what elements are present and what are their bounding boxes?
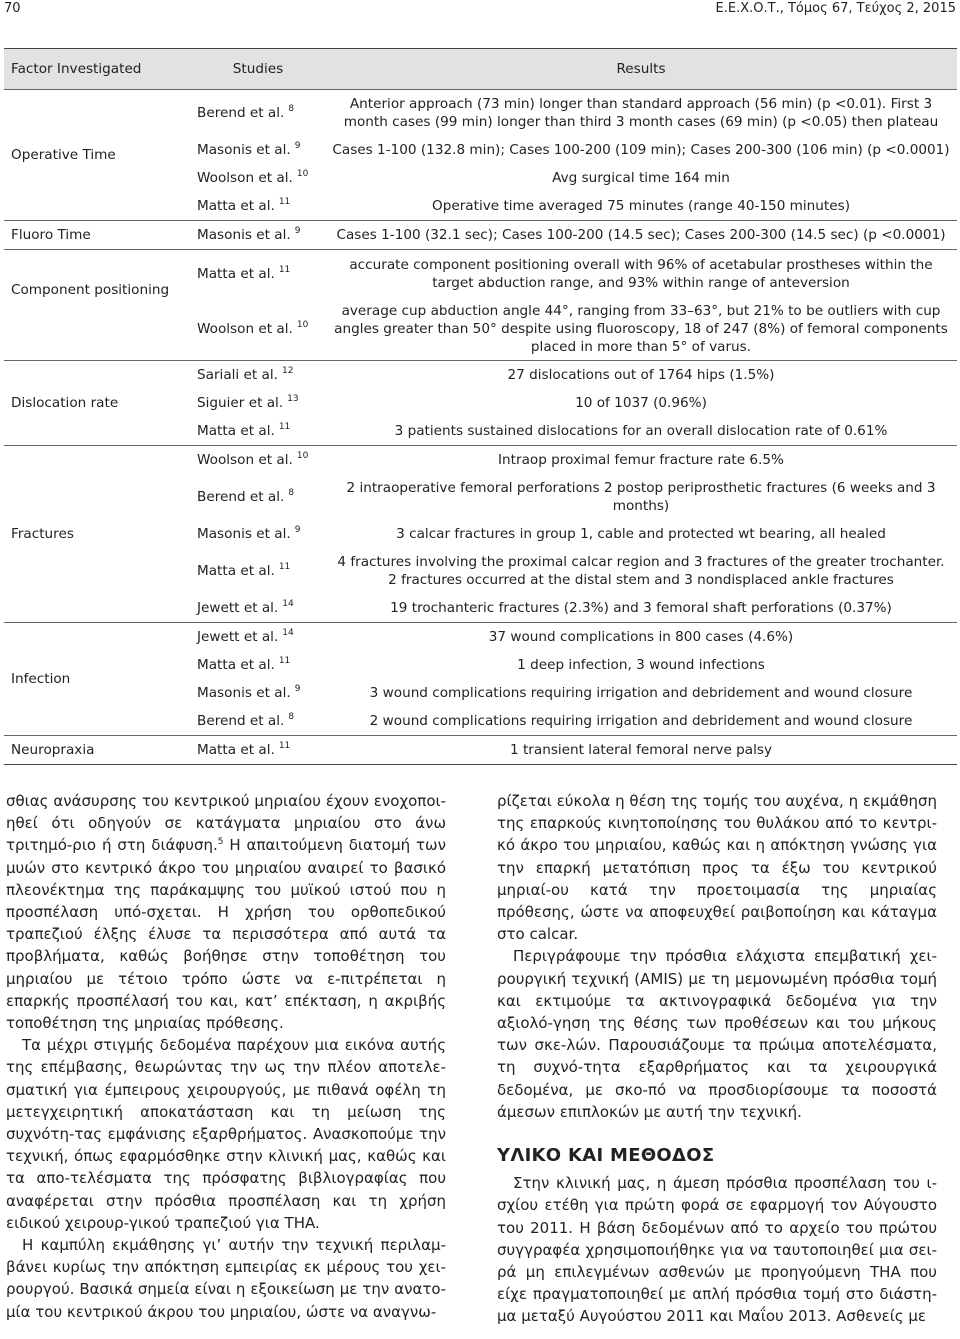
paragraph: ρίζεται εύκολα η θέση της τομής του αυχένα, η εκμάθηση της επαρκούς κινητοποίησης του θυλάκου από το κεντρι-κό άκρο του μηριαίου, καθώς και η απόκτηση γνώσης για την επαρκή μετατόπιση προς τα έξω του κεντρικού μηριαί-ου κατά την προετοιμασία της μηριαίας πρόθεσης, ώστε να αποφευχθεί ραιβοποίηση και κάταγμα στο calcar. bbox=[497, 792, 937, 944]
citation-ref: 5 bbox=[217, 837, 224, 848]
study-cell: Jewett et al. $^{14}$ bbox=[197, 599, 294, 616]
result-cell: Cases 1-100 (32.1 sec); Cases 100-200 (14.5 sec); Cases 200-300 (14.5 sec) (p <0.0001) bbox=[325, 221, 957, 250]
result-cell: 1 deep infection, 3 wound infections bbox=[517, 657, 765, 673]
factor-cell: Infection bbox=[4, 623, 191, 736]
table-row bbox=[4, 90, 957, 137]
study-cell: Masonis et al. $^9$ bbox=[197, 141, 301, 158]
result-cell: 3 calcar fractures in group 1, cable and protected wt bearing, all healed bbox=[396, 526, 886, 542]
factor-cell: Fractures bbox=[4, 446, 191, 623]
factor-cell: Neuropraxia bbox=[4, 736, 191, 765]
study-cell: Jewett et al. $^{14}$ bbox=[191, 623, 325, 652]
study-cell: Matta et al. $^{11}$ bbox=[197, 562, 291, 579]
column-header-results: Results bbox=[325, 49, 957, 90]
page-number: 70 bbox=[4, 1, 21, 16]
table-row bbox=[4, 736, 957, 765]
factor-cell: Dislocation rate bbox=[4, 361, 191, 446]
factor-cell: Operative Time bbox=[11, 147, 116, 163]
result-cell: 27 dislocations out of 1764 hips (1.5%) bbox=[325, 361, 957, 390]
factor-cell: Component positioning bbox=[4, 250, 191, 361]
result-cell: 2 wound complications requiring irrigation and debridement and wound closure bbox=[369, 713, 913, 729]
paragraph: Η καμπύλη εκμάθησης γι’ αυτήν την τεχνική περιλαμ-βάνει κυρίως την απόκτηση εμπειρίας εκ μέρους του χει-ρουργού. Βασικά σημεία είναι η εξοικείωση με την ανατο-μία του κεντρικού άκρου του μηριαίου, ώστε να αναγνω- bbox=[6, 1236, 446, 1321]
result-cell: Avg surgical time 164 min bbox=[552, 170, 730, 186]
study-cell: Berend et al. $^8$ bbox=[197, 712, 295, 729]
table-header-row bbox=[4, 49, 957, 90]
results-table bbox=[4, 48, 957, 765]
study-cell: Masonis et al. $^9$ bbox=[197, 684, 301, 701]
section-heading: ΥΛΙΚΟ ΚΑΙ ΜΕΘΟΔΟΣ bbox=[497, 1145, 715, 1167]
table-row bbox=[4, 361, 957, 390]
result-cell: Intraop proximal femur fracture rate 6.5% bbox=[325, 446, 957, 475]
study-cell: Berend et al. $^8$ bbox=[197, 104, 295, 121]
study-cell: Masonis et al. $^9$ bbox=[191, 221, 325, 250]
study-cell: Masonis et al. $^9$ bbox=[197, 525, 301, 542]
result-cell: 3 wound complications requiring irrigation and debridement and wound closure bbox=[369, 685, 913, 701]
result-cell: 2 intraoperative femoral perforations 2 postop periprosthetic fractures (6 weeks and 3 months) bbox=[346, 480, 936, 514]
study-cell: Matta et al. $^{11}$ bbox=[197, 656, 291, 673]
table-row bbox=[4, 623, 957, 652]
result-cell: 1 transient lateral femoral nerve palsy bbox=[325, 736, 957, 765]
column-header-studies: Studies bbox=[191, 49, 325, 90]
result-cell: Anterior approach (73 min) longer than standard approach (56 min) (p <0.01). First 3 month cases (99 min) longer than third 3 month cases (69 min) (p <0.05) then plateau bbox=[343, 96, 939, 130]
study-cell: Woolson et al. $^{10}$ bbox=[191, 446, 325, 475]
right-column bbox=[497, 790, 937, 1328]
result-cell: 10 of 1037 (0.96%) bbox=[575, 395, 707, 411]
study-cell: Matta et al. $^{11}$ bbox=[197, 197, 291, 214]
factor-cell: Fluoro Time bbox=[4, 221, 191, 250]
paragraph: Στην κλινική μας, η άμεση πρόσθια προσπέλαση του ι-σχίου ετέθη για πρώτη φορά σε εφαρμογή τον Αύγουστο του 2011. Η βάση δεδομένων από το αρχείο του πρώτου συγγραφέα χρησιμοποιήθηκε για να ταυτοποιηθεί μια σει-ρά μη επιλεγμένων ασθενών με προηγούμενη THA που είχε πραγματοποιηθεί με απλή πρόσθια τομή στο διάστη-μα μεταξύ Αυγούστου 2011 και Μαΐου 2013. Ασθενείς με bbox=[497, 1174, 937, 1326]
study-cell: Matta et al. $^{11}$ bbox=[191, 736, 325, 765]
study-cell: Berend et al. $^8$ bbox=[197, 488, 295, 505]
result-cell: 4 fractures involving the proximal calcar region and 3 fractures of the greater trochanter. 2 fractures occurred at the distal stem and 3 nondisplaced ankle fractures bbox=[337, 554, 945, 588]
paragraph: Περιγράφουμε την πρόσθια ελάχιστα επεμβατική χει-ρουργική τεχνική (AMIS) με τη μεμονωμένη πρόσθια τομή και εκτιμούμε τα ακτινογραφικά δεδομένα για την αξιολό-γηση της θέσης των προθέσεων και του μήκους των σκε-λών. Παρουσιάζουμε τα πρώιμα αποτελέσματα, τη συχνό-τητα εξαρθρήματος και τα χειρουργικά δεδομένα, με σκο-πό να προσδιορίσουμε τα ποσοστά άμεσων επιπλοκών με αυτή την τεχνική. bbox=[497, 947, 937, 1121]
table-row bbox=[4, 446, 957, 475]
table-row bbox=[4, 221, 957, 250]
study-cell: Siguier et al. $^{13}$ bbox=[197, 394, 299, 411]
result-cell: 19 trochanteric fractures (2.3%) and 3 femoral shaft perforations (0.37%) bbox=[390, 600, 892, 616]
study-cell: Matta et al. $^{11}$ bbox=[197, 422, 291, 439]
study-cell: Woolson et al. $^{10}$ bbox=[197, 169, 309, 186]
table-row bbox=[4, 250, 957, 299]
result-cell: accurate component positioning overall with 96% of acetabular prostheses within the target abduction range, and 93% within range of anteversion bbox=[325, 250, 957, 299]
result-cell: Operative time averaged 75 minutes (range 40-150 minutes) bbox=[432, 198, 850, 214]
study-cell: Woolson et al. $^{10}$ bbox=[197, 320, 309, 337]
column-header-factor: Factor Investigated bbox=[4, 49, 191, 90]
paragraph: Τα μέχρι στιγμής δεδομένα παρέχουν μια εικόνα αυτής της επέμβασης, θεωρώντας την ως την πλέον αποτελε-σματική για έμπειρους χειρουργούς, με πιθανά οφέλη τη μετεγχειρητική αποκατάσταση και τη μείωση της συχνότη-τας εμφάνισης εξαρθρήματος. Ανασκοπούμε την τεχνική, όπως εφαρμόσθηκε στην κλινική μας, καθώς και τα απο-τελέσματα της πρόσφατης βιβλιογραφίας που αναφέρεται στην πρόσθια προσπέλαση και τη χρήση ειδικού χειρουρ-γικού τραπεζιού για THA. bbox=[6, 1036, 446, 1232]
journal-citation: Ε.Ε.Χ.Ο.Τ., Τόμος 67, Τεύχος 2, 2015 bbox=[715, 1, 956, 16]
study-cell: Sariali et al. $^{12}$ bbox=[191, 361, 325, 390]
result-cell: Cases 1-100 (132.8 min); Cases 100-200 (109 min); Cases 200-300 (106 min) (p <0.0001) bbox=[332, 142, 950, 158]
study-cell: Matta et al. $^{11}$ bbox=[191, 250, 325, 299]
result-cell: 3 patients sustained dislocations for an overall dislocation rate of 0.61% bbox=[394, 423, 888, 439]
running-header bbox=[0, 0, 960, 26]
result-cell: 37 wound complications in 800 cases (4.6%) bbox=[325, 623, 957, 652]
left-column bbox=[6, 790, 446, 1323]
paragraph: σθιας ανάσυρσης του κεντρικού μηριαίου έχουν ενοχοποι-ηθεί ότι οδηγούν σε κατάγματα μηριαίου στο άνω τριτημό-ριο ή στη διάφυση.$^5$ Η απαιτούμενη διατομή των μυών στο κεντρικό άκρο του μηριαίου αναιρεί το βασικό πλεονέκτημα της παράκαμψης του μυϊκού ιστού που η προσπέλαση υπό-σχεται. Η χρήση του ορθοπεδικού τραπεζιού έλξης έλυσε τα περισσότερα από αυτά τα προβλήματα, καθώς βοήθησε στην τοποθέτηση του μηριαίου με τέτοιο τρόπο ώστε να ε-πιτρέπεται η επαρκής προσπέλασή του και, κατ’ επέκταση, η ακριβής τοποθέτηση της μηριαίας πρόθεσης. bbox=[6, 792, 446, 1033]
result-cell: average cup abduction angle 44°, ranging from 33–63°, but 21% to be outliers with cup angles greater than 50° despite using fluoroscopy, 18 of 247 (8%) of femoral components placed in more than 5° of varus. bbox=[334, 303, 948, 355]
